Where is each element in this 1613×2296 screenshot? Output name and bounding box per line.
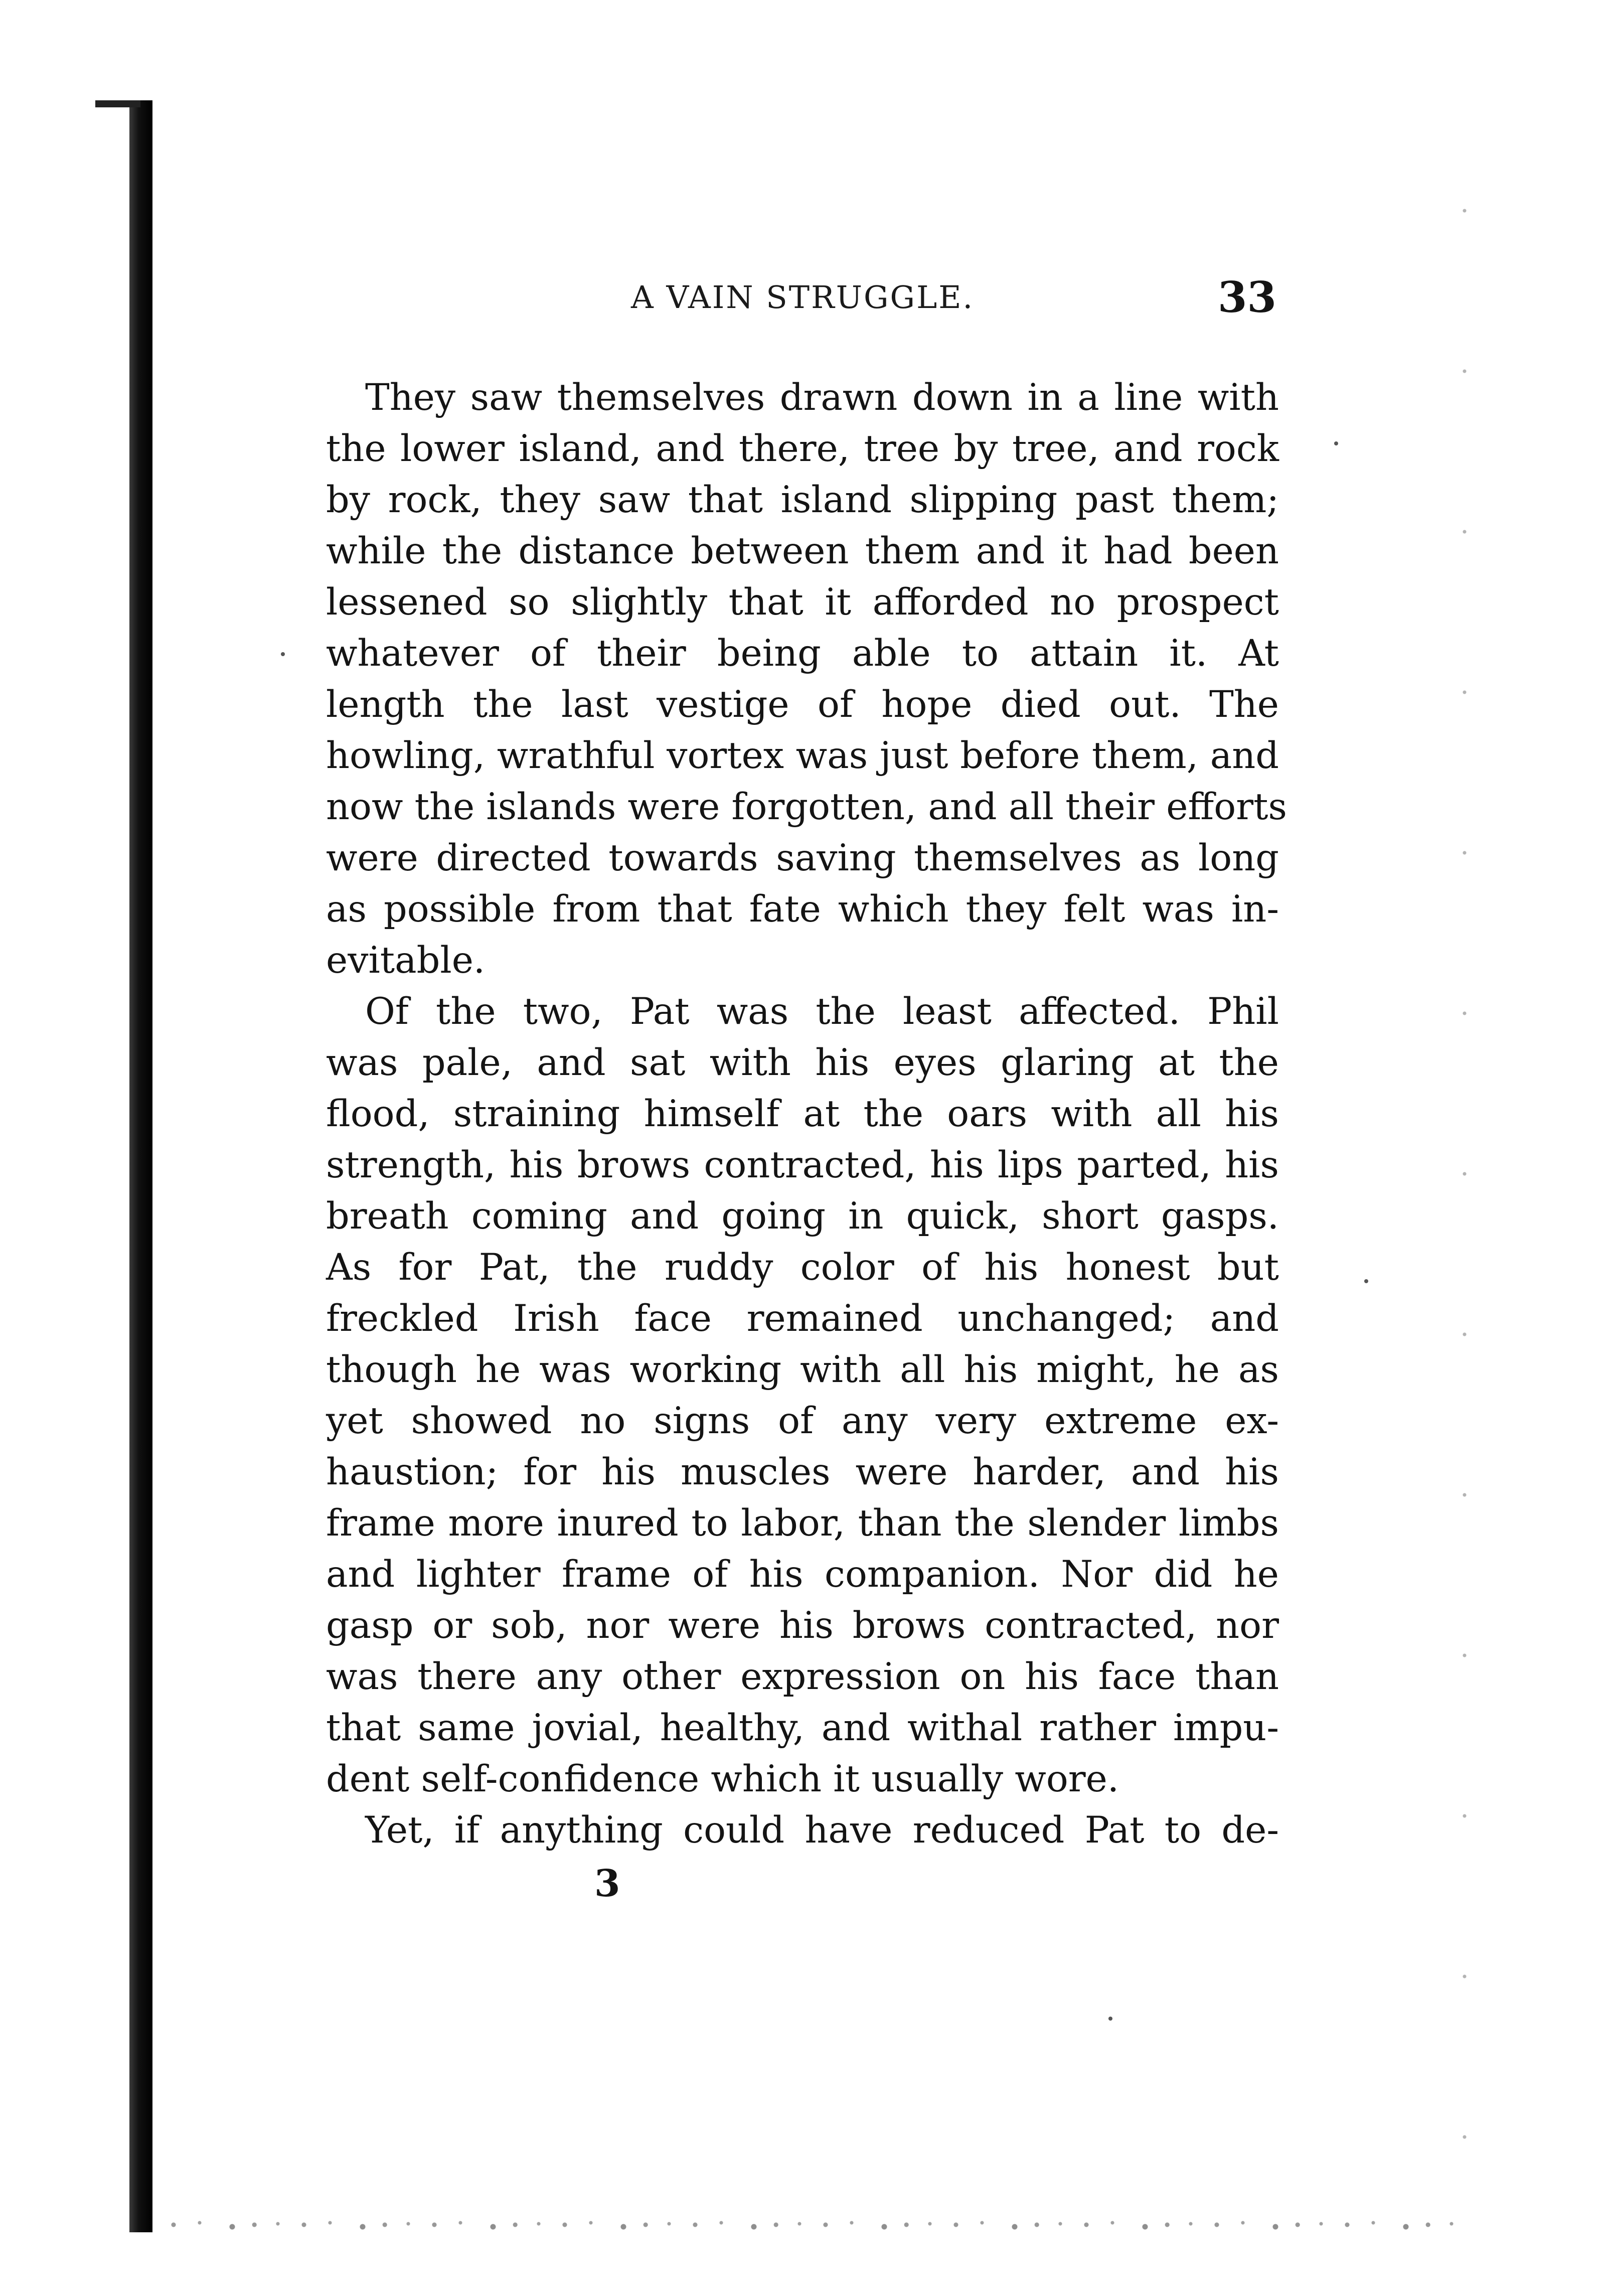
text-line: whatever of their being able to attain it. At [326,632,1279,675]
text-line: was there any other expression on his face than [326,1655,1279,1698]
text-line: yet showed no signs of any very extreme ex- [326,1400,1279,1442]
text-line: haustion; for his muscles were harder, and his [326,1451,1279,1493]
body-text [326,372,1287,1856]
text-line: They saw themselves drawn down in a line with [365,376,1279,419]
binding-shadow [129,100,152,2232]
scan-speck [1334,441,1338,445]
text-line: strength, his brows contracted, his lips parted, his [326,1144,1279,1186]
text-line: were directed towards saving themselves as long [326,837,1279,879]
text-line: the lower island, and there, tree by tree, and rock [326,427,1279,470]
scan-speck [281,652,285,656]
text-line: freckled Irish face remained unchanged; and [326,1297,1279,1340]
scan-speck [1108,2017,1112,2021]
text-line: now the islands were forgotten, and all their efforts [326,786,1287,828]
text-line: that same jovial, healthy, and withal rather impu- [326,1707,1279,1749]
text-line: and lighter frame of his companion. Nor did he [326,1553,1279,1596]
text-line: by rock, they saw that island slipping past them; [326,479,1279,521]
text-line: howling, wrathful vortex was just before them, and [326,734,1279,777]
text-line: though he was working with all his might, he as [326,1348,1279,1391]
binding-shadow-top [95,100,140,107]
text-line: length the last vestige of hope died out. The [326,683,1279,726]
text-line: as possible from that fate which they felt was in- [326,888,1279,931]
scan-marks-right [1455,130,1475,2187]
text-line: frame more inured to labor, than the slender limbs [326,1502,1279,1545]
page-number: 33 [1218,272,1276,322]
running-head: A VAIN STRUGGLE. [631,279,975,316]
text-line: breath coming and going in quick, short gasps. [326,1195,1279,1238]
text-line: lessened so slightly that it afforded no prospect [326,581,1279,624]
text-line: gasp or sob, nor were his brows contracted, nor [326,1604,1279,1647]
text-line: As for Pat, the ruddy color of his honest but [326,1246,1279,1289]
scan-smudge-bottom [160,2215,1465,2235]
text-line: was pale, and sat with his eyes glaring at the [326,1041,1279,1084]
scan-speck [1364,1279,1368,1283]
text-line: Yet, if anything could have reduced Pat to de- [365,1809,1279,1852]
text-line: dent self-confidence which it usually wore. [326,1758,1119,1800]
text-line: flood, straining himself at the oars with all his [326,1093,1279,1135]
text-line: while the distance between them and it had been [326,530,1279,572]
signature-mark: 3 [594,1862,620,1905]
text-line: Of the two, Pat was the least affected. Phil [365,990,1279,1033]
text-line: evitable. [326,939,486,982]
